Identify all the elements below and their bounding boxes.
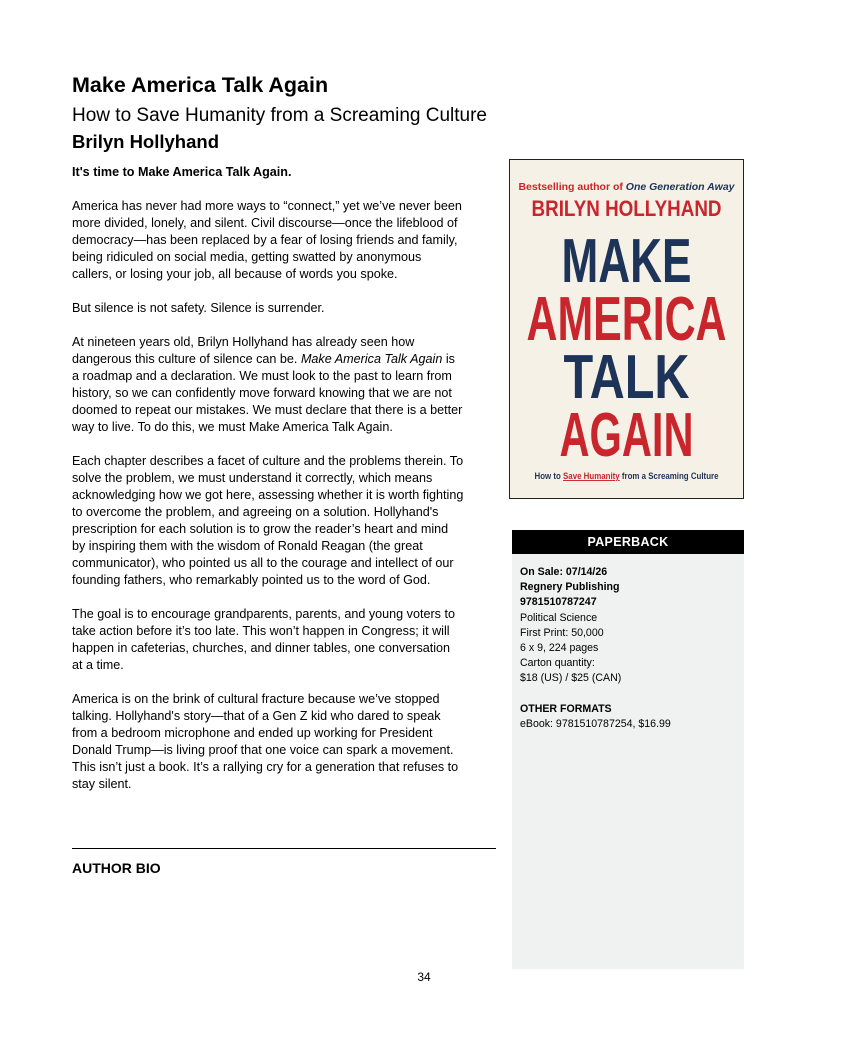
trim-pages: 6 x 9, 224 pages xyxy=(520,642,599,655)
book-title: Make America Talk Again xyxy=(72,73,329,97)
cover-line-america: AMERICA xyxy=(526,285,727,354)
publisher: Regnery Publishing xyxy=(520,581,620,594)
description-paragraph: Each chapter describes a facet of culture and the problems therein. To solve the problem, we must understand it correctly, which means acknowledging how we got here, assessing whether it is worth fighting to overcome the problem, and agreeing on a solution. Hollyhand's prescription for each solution is to grow the reader’s heart and mind by inspiring them with the wisdom of Ronald Reagan (the great communicator), who pointed us all to the courage and intellect of our founding fathers, who remarkably pointed us to the word of God. xyxy=(72,454,464,587)
price: $18 (US) / $25 (CAN) xyxy=(520,672,622,685)
description-text: is a roadmap and a declaration. We must look to the past to learn from history, so we can confidently move forward knowing that we are not doomed to repeat our mistakes. We must declare that there is a better way to live. To do this, we must Make America Talk Again. xyxy=(72,352,463,434)
description-paragraph xyxy=(72,334,464,436)
section-divider xyxy=(72,848,496,849)
description-lead: It's time to Make America Talk Again. xyxy=(72,165,292,179)
page-number: 34 xyxy=(417,970,431,984)
book-author: Brilyn Hollyhand xyxy=(72,131,219,152)
cover-bottom-subtitle: How to Save Humanity from a Screaming Culture xyxy=(534,471,739,482)
description-paragraph: The goal is to encourage grandparents, parents, and young voters to take action before it’s too late. This won’t happen in Congress; it will happen in cafeterias, churches, and dinner tables, one conversation at a time. xyxy=(72,607,455,672)
isbn: 9781510787247 xyxy=(520,596,597,609)
spacer xyxy=(520,687,736,702)
category: Political Science xyxy=(520,611,598,624)
cover-line-talk: TALK xyxy=(563,343,690,412)
carton-quantity: Carton quantity: xyxy=(520,657,595,670)
description-paragraph: America is on the brink of cultural fracture because we’ve stopped talking. Hollyhand's story—that of a Gen Z kid who dared to speak from a bedroom microphone and ended up working for President Donald Trump—is living proof that one voice can spark a movement. This isn’t just a book. It’s a rallying cry for a generation that refuses to stay silent. xyxy=(72,692,459,791)
on-sale-date: On Sale: 07/14/26 xyxy=(520,566,608,578)
other-formats-heading: OTHER FORMATS xyxy=(520,702,612,715)
format-header: PAPERBACK xyxy=(512,530,744,554)
description-paragraph: But silence is not safety. Silence is surrender. xyxy=(72,301,325,315)
cover-tagline: Bestselling author of One Generation Away xyxy=(518,181,735,193)
cover-line-make: MAKE xyxy=(561,227,692,296)
cover-author: BRILYN HOLLYHAND xyxy=(531,196,722,221)
description-paragraph: America has never had more ways to “connect,” yet we’ve never been more divided, lonely, and silent. Civil discourse—once the lifeblood of democracy—has been replaced by a fear of losing friends and family, being ridiculed on social media, getting swatted by anonymous callers, or losing your job, all because of words you spoke. xyxy=(72,199,462,281)
first-print: First Print: 50,000 xyxy=(520,626,604,639)
author-bio-heading: AUTHOR BIO xyxy=(72,860,161,876)
product-details-panel xyxy=(512,530,744,969)
ebook-format: eBook: 9781510787254, $16.99 xyxy=(520,717,671,730)
book-subtitle: How to Save Humanity from a Screaming Culture xyxy=(72,105,487,126)
description-text: At nineteen years old, Brilyn Hollyhand has already seen how dangerous this culture of silence can be. xyxy=(72,335,415,366)
book-cover-art xyxy=(510,160,743,498)
description xyxy=(72,164,464,793)
cover-line-again: AGAIN xyxy=(559,401,694,470)
book-cover xyxy=(509,159,744,499)
book-title-italic: Make America Talk Again xyxy=(300,352,443,366)
